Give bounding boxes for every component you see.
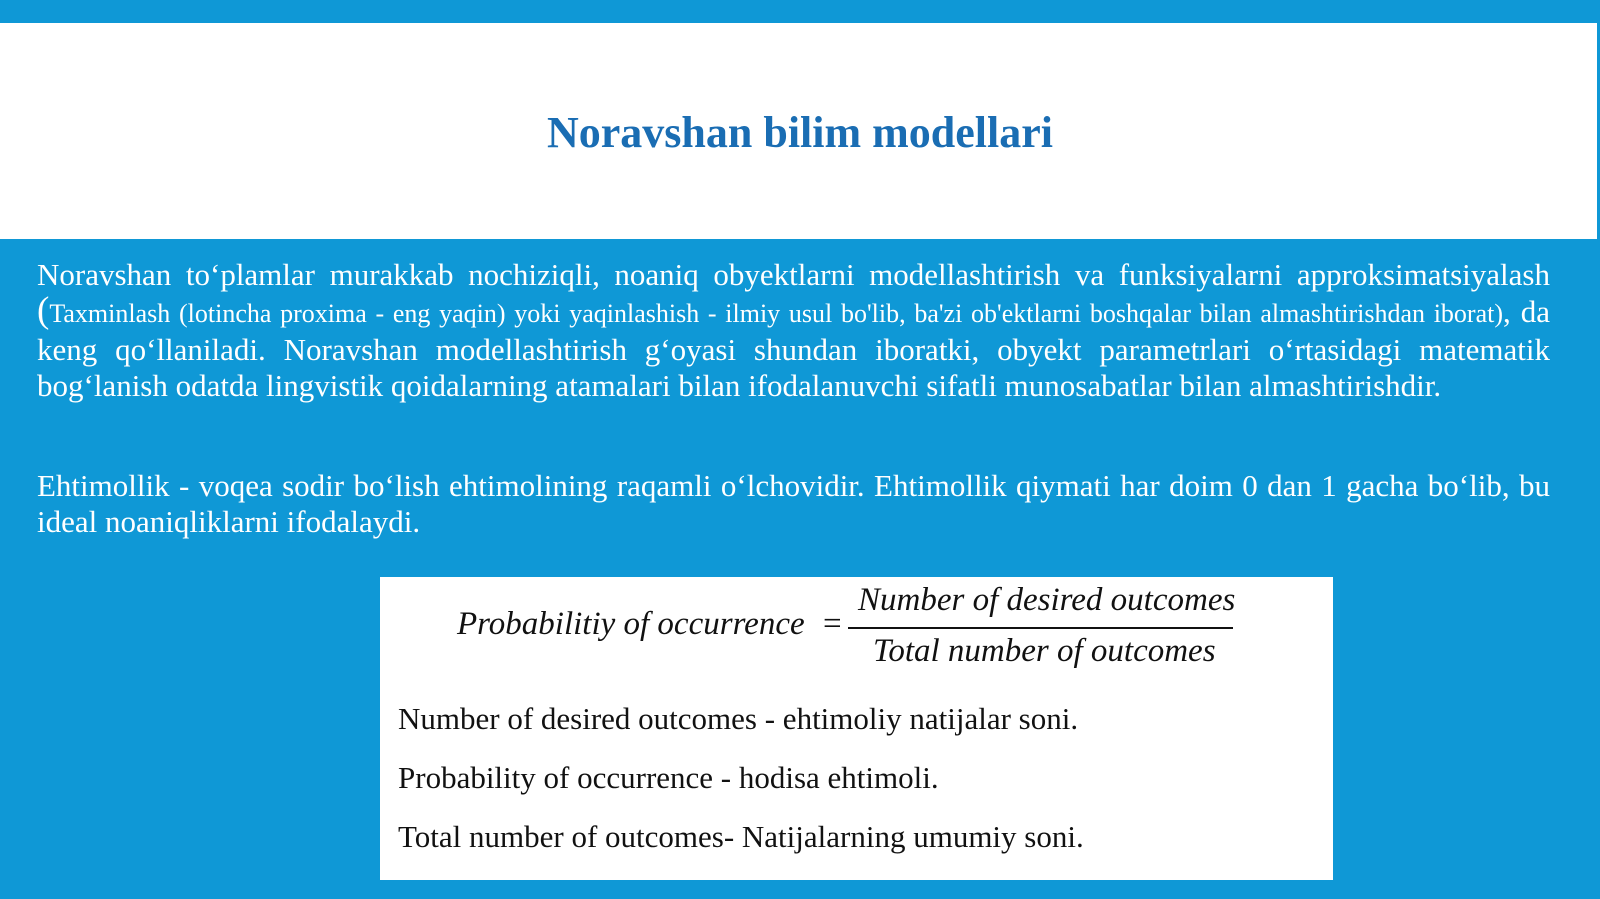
paragraph-fuzzy-sets-part2: , da keng qo‘llaniladi. Noravshan modellashtirish g‘oyasi shundan iboratki, obyekt parametrlari o‘rtasidagi matematik bog‘lanish odatda lingvistik qoidalarning atamalari bilan ifodalanuvchi sifatli munosabatlar bilan almashtirishdir. — [37, 294, 1550, 403]
formula-left-side: Probabilitiy of occurrence — [457, 606, 805, 642]
top-accent-bar — [0, 0, 1600, 23]
formula-box — [380, 577, 1333, 880]
definition-total-outcomes: Total number of outcomes- Natijalarning umumiy soni. — [398, 819, 1084, 854]
formula-equals: = — [823, 606, 842, 642]
fraction-bar — [848, 627, 1233, 629]
probability-formula — [380, 577, 1333, 687]
formula-numerator: Number of desired outcomes — [858, 582, 1236, 618]
slide-content — [0, 239, 1600, 899]
formula-denominator: Total number of outcomes — [873, 633, 1216, 669]
definition-probability: Probability of occurrence - hodisa ehtimoli. — [398, 760, 939, 795]
paragraph-probability: Ehtimollik - voqea sodir bo‘lish ehtimolining raqamli o‘lchovidir. Ehtimollik qiymati har doim 0 dan 1 gacha bo‘lib, bu ideal noaniqliklarni ifodalaydi. — [37, 468, 1550, 539]
definition-desired-outcomes: Number of desired outcomes - ehtimoliy natijalar soni. — [398, 701, 1079, 736]
paragraph-fuzzy-sets-part1: Noravshan to‘plamlar murakkab nochiziqli, noaniq obyektlarni modellashtirish va funksiyalarni approksimatsiyalash — [37, 257, 1550, 292]
approximation-note: Taxminlash (lotincha proxima - eng yaqin) yoki yaqinlashish - ilmiy usul bo'lib, ba'zi ob'ektlarni boshqalar bilan almashtirishdan iborat) — [49, 299, 1504, 328]
slide-title: Noravshan bilim modellari — [546, 108, 1054, 157]
open-paren: ( — [37, 290, 50, 331]
paragraph-fuzzy-sets — [37, 257, 1550, 404]
